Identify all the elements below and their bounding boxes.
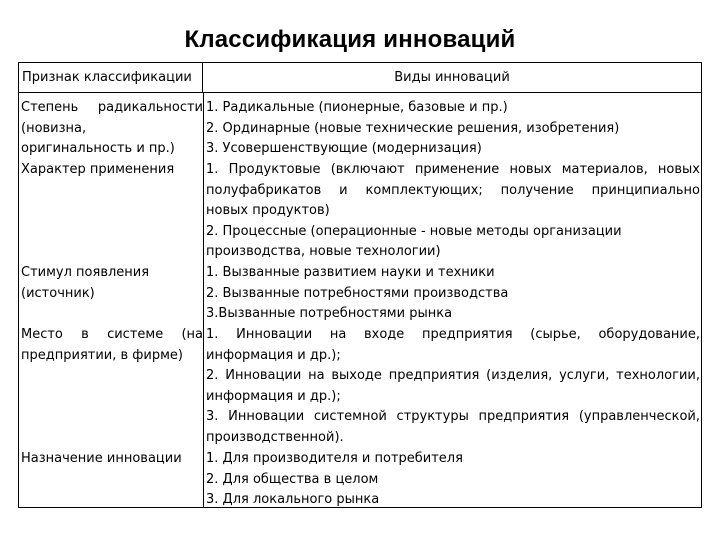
criterion-line: предприятии, в фирме) [21,347,183,363]
page-title: Классификация инноваций [184,26,516,53]
type-line: информация и др.); [206,347,341,363]
type-line: 1. Радикальные (пионерные, базовые и пр.) [206,100,508,115]
type-line: информация и др.); [206,388,341,404]
row-5-types [206,449,700,511]
row-2-criterion [21,160,203,181]
type-line: 2. Процессные (операционные - новые методы организации [206,223,622,239]
type-line: производственной). [206,429,344,445]
criterion-line: оригинальность и пр.) [21,141,175,157]
row-3-criterion [21,263,203,304]
row-4-criterion [21,325,203,366]
table-header [19,63,701,93]
type-line: 1. Для производителя и потребителя [206,451,463,466]
criterion-line: Степень радикальности [21,100,203,115]
row-1-criterion [21,98,203,160]
type-line: новых продуктов) [206,203,330,219]
type-line: 1. Инновации на входе предприятия (сырье, оборудование, [206,327,700,342]
type-line: 2. Для общества в целом [206,471,379,487]
criterion-line: Назначение инновации [21,451,182,466]
criterion-line: Характер применения [21,162,175,177]
type-line: полуфабрикатов и комплектующих; получение принципиально [206,182,700,198]
criterion-line: (новизна, [21,120,87,136]
criterion-line: Место в системе (на [21,327,203,342]
type-line: 1. Вызванные развитием науки и техники [206,265,495,280]
criterion-line: Стимул появления [21,265,150,280]
row-4-types [206,325,700,449]
type-line: производства, новые технологии) [206,244,441,260]
type-line: 2. Вызванные потребностями производства [206,285,509,301]
header-criterion: Признак классификации [19,63,203,92]
type-line: 3. Усовершенствующие (модернизация) [206,141,482,157]
column-divider [203,93,204,507]
row-1-types [206,98,700,160]
type-line: 3. Инновации системной структуры предприятия (управленческой, [206,409,700,425]
header-types: Виды инноваций [394,70,510,85]
type-line: 2. Инновации на выходе предприятия (изделия, услуги, технологии, [206,368,700,384]
row-2-types [206,160,700,263]
type-line: 1. Продуктовые (включают применение новых материалов, новых [206,162,700,177]
type-line: 3. Для локального рынка [206,492,380,508]
row-3-types [206,263,700,325]
type-line: 3.Вызванные потребностями рынка [206,306,453,322]
classification-table [18,62,702,508]
criterion-line: (источник) [21,285,95,301]
row-5-criterion [21,449,203,470]
type-line: 2. Ординарные (новые технические решения, изобретения) [206,120,620,136]
